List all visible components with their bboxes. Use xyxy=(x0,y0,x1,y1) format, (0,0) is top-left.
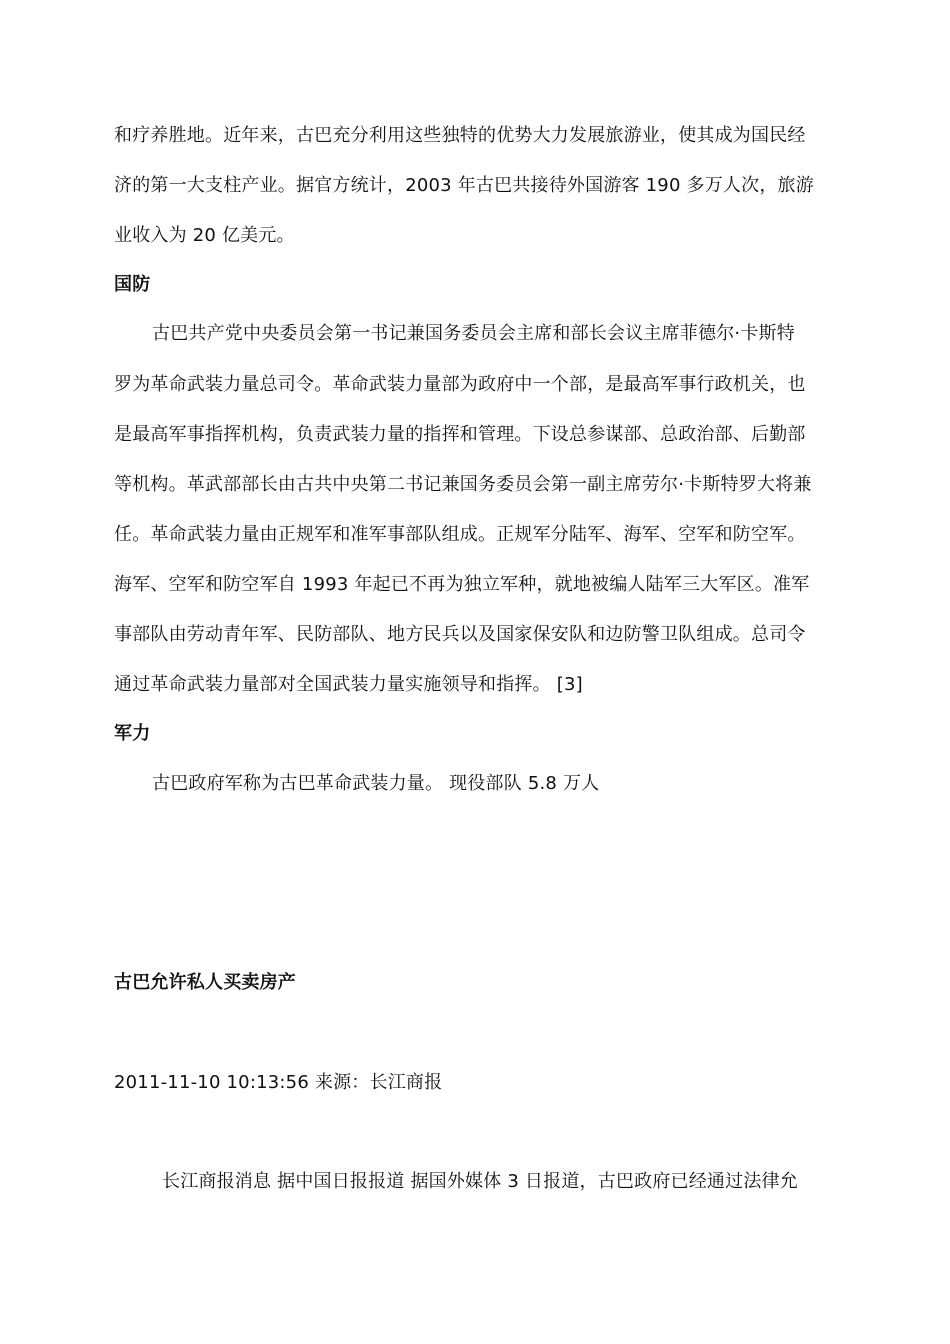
article-first-line: 长江商报消息 据中国日报报道 据国外媒体 3 日报道，古巴政府已经通过法律允 xyxy=(162,1171,798,1192)
defense-line-2: 罗为革命武装力量总司令。革命武装力量部为政府中一个部，是最高军事行政机关，也 xyxy=(114,374,806,395)
defense-line-5: 任。革命武装力量由正规军和准军事部队组成。正规军分陆军、海军、空军和防空军。 xyxy=(114,524,806,545)
article-meta: 2011-11-10 10:13:56 来源：长江商报 xyxy=(114,1072,443,1093)
tourism-line-2: 济的第一大支柱产业。据官方统计，2003 年古巴共接待外国游客 190 多万人次，旅游 xyxy=(114,175,814,196)
defense-heading: 国防 xyxy=(114,274,151,295)
tourism-line-3: 业收入为 20 亿美元。 xyxy=(114,225,295,246)
defense-line-4: 等机构。革武部部长由古共中央第二书记兼国务委员会第一副主席劳尔·卡斯特罗大将兼 xyxy=(114,474,812,495)
military-line: 古巴政府军称为古巴革命武装力量。 现役部队 5.8 万人 xyxy=(152,773,600,794)
defense-line-7: 事部队由劳动青年军、民防部队、地方民兵以及国家保安队和边防警卫队组成。总司令 xyxy=(114,624,806,645)
military-heading: 军力 xyxy=(114,723,151,744)
tourism-line-1: 和疗养胜地。近年来，古巴充分利用这些独特的优势大力发展旅游业，使其成为国民经 xyxy=(114,125,806,146)
defense-line-8: 通过革命武装力量部对全国武装力量实施领导和指挥。 [3] xyxy=(114,674,583,695)
article-title: 古巴允许私人买卖房产 xyxy=(114,972,296,993)
defense-line-6: 海军、空军和防空军自 1993 年起已不再为独立军种，就地被编人陆军三大军区。准军 xyxy=(114,574,810,595)
defense-line-1: 古巴共产党中央委员会第一书记兼国务委员会主席和部长会议主席菲德尔·卡斯特 xyxy=(152,323,795,344)
defense-line-3: 是最高军事指挥机构，负责武装力量的指挥和管理。下设总参谋部、总政治部、后勤部 xyxy=(114,424,806,445)
